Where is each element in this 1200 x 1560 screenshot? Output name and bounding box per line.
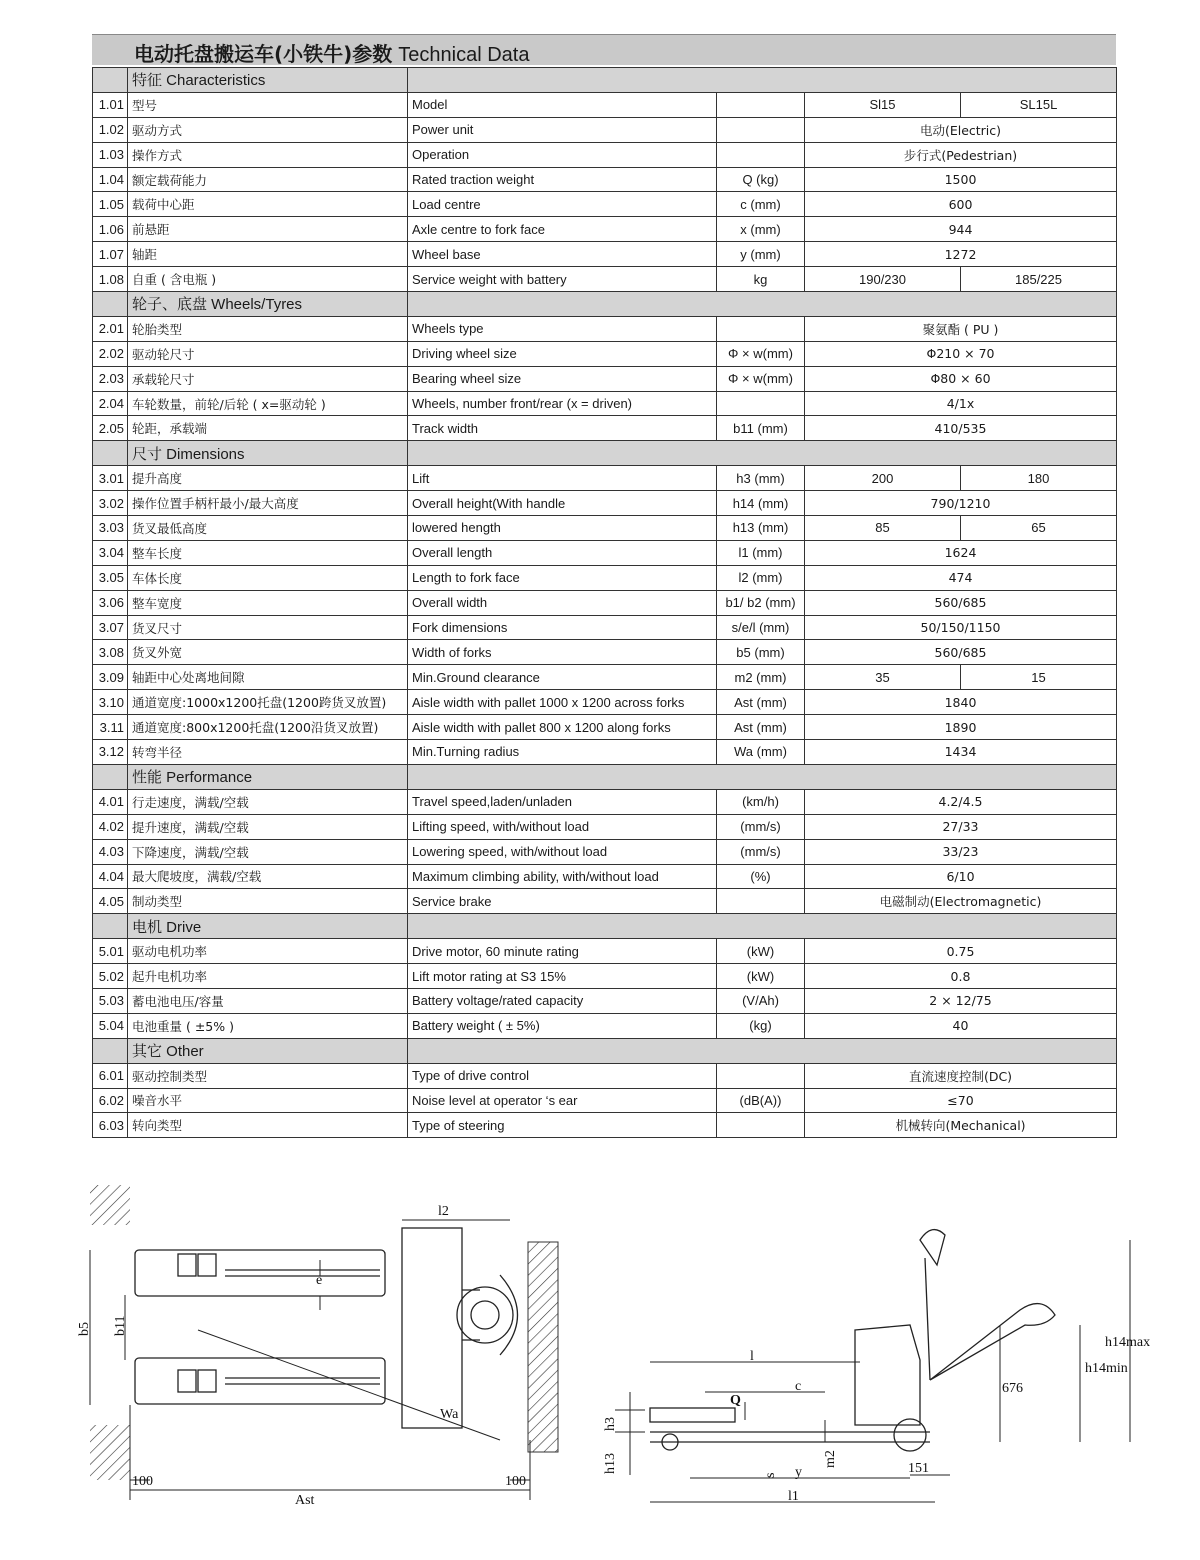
table-row [93,789,1117,814]
row-label-zh: 驱动控制类型 [128,1063,408,1088]
row-label-zh: 行走速度，满载/空载 [128,789,408,814]
section-empty-cell [408,764,1117,789]
wall-hatch-top [90,1185,130,1225]
table-row [93,640,1117,665]
section-heading: 特征 Characteristics [128,68,408,93]
row-label-en: Lifting speed, with/without load [408,814,717,839]
dim-c: c [795,1379,802,1394]
row-label-zh: 转向类型 [128,1113,408,1138]
row-value: 步行式(Pedestrian) [805,142,1117,167]
section-header [93,292,1117,317]
row-label-en: Travel speed,laden/unladen [408,789,717,814]
row-number: 3.03 [93,516,128,541]
row-number: 5.01 [93,939,128,964]
row-number: 3.11 [93,715,128,740]
row-label-zh: 货叉尺寸 [128,615,408,640]
row-unit: (%) [717,864,805,889]
row-number: 3.04 [93,540,128,565]
row-number: 1.03 [93,142,128,167]
row-value: 27/33 [805,814,1117,839]
row-unit: (km/h) [717,789,805,814]
table-row [93,516,1117,541]
row-label-en: Battery voltage/rated capacity [408,988,717,1013]
row-label-en: Min.Turning radius [408,740,717,765]
row-unit [717,1063,805,1088]
row-unit: kg [717,267,805,292]
dim-ast: Ast [295,1493,315,1508]
row-label-en: Overall height(With handle [408,491,717,516]
row-label-zh: 整车宽度 [128,590,408,615]
row-unit: b11 (mm) [717,416,805,441]
dim-l1: l1 [788,1489,799,1504]
dim-b11: b11 [113,1315,128,1336]
title-bar [92,34,1116,65]
row-unit [717,117,805,142]
row-number: 1.04 [93,167,128,192]
row-number: 1.01 [93,92,128,117]
row-value-1: 200 [805,466,961,491]
table-row [93,964,1117,989]
dim-b5: b5 [77,1322,92,1336]
section-heading: 其它 Other [128,1038,408,1063]
table-row [93,939,1117,964]
row-value: 电磁制动(Electromagnetic) [805,889,1117,914]
table-row [93,416,1117,441]
section-header [93,1038,1117,1063]
section-number-cell [93,292,128,317]
table-row [93,316,1117,341]
section-header [93,441,1117,466]
row-label-zh: 载荷中心距 [128,192,408,217]
row-unit: (mm/s) [717,839,805,864]
dim-h13: h13 [603,1453,618,1474]
row-label-zh: 承载轮尺寸 [128,366,408,391]
row-number: 3.05 [93,565,128,590]
wall-hatch-right [528,1242,558,1452]
row-number: 3.09 [93,665,128,690]
table-row [93,864,1117,889]
table-row [93,1063,1117,1088]
row-unit: m2 (mm) [717,665,805,690]
row-value: 4/1x [805,391,1117,416]
row-label-en: Width of forks [408,640,717,665]
dim-h3: h3 [603,1417,618,1431]
table-row [93,391,1117,416]
table-row [93,466,1117,491]
row-label-en: Overall length [408,540,717,565]
row-number: 3.08 [93,640,128,665]
row-number: 2.02 [93,341,128,366]
row-label-zh: 最大爬坡度，满载/空载 [128,864,408,889]
row-number: 1.08 [93,267,128,292]
row-value-2: SL15L [961,92,1117,117]
row-number: 2.04 [93,391,128,416]
section-empty-cell [408,914,1117,939]
dim-676: 676 [1002,1381,1023,1396]
row-unit [717,889,805,914]
row-number: 2.03 [93,366,128,391]
row-number: 6.02 [93,1088,128,1113]
row-unit: (dB(A)) [717,1088,805,1113]
row-label-en: Wheels, number front/rear (x = driven) [408,391,717,416]
dim-151: 151 [908,1461,929,1476]
row-label-zh: 操作位置手柄杆最小/最大高度 [128,491,408,516]
dim-wa: Wa [440,1407,459,1422]
row-label-en: Noise level at operator ‘s ear [408,1088,717,1113]
section-heading: 轮子、底盘 Wheels/Tyres [128,292,408,317]
wall-hatch-bottom [90,1425,130,1480]
dim-100-right: 100 [505,1474,526,1489]
row-value: 790/1210 [805,491,1117,516]
row-number: 3.07 [93,615,128,640]
row-label-zh: 轮距，承载端 [128,416,408,441]
table-row [93,740,1117,765]
table-row [93,92,1117,117]
row-label-en: Axle centre to fork face [408,217,717,242]
row-value-1: 190/230 [805,267,961,292]
row-value: Φ80 × 60 [805,366,1117,391]
row-label-zh: 前悬距 [128,217,408,242]
row-label-zh: 轮胎类型 [128,316,408,341]
dim-h14max: h14max [1105,1335,1151,1350]
row-value: 600 [805,192,1117,217]
row-label-en: Model [408,92,717,117]
row-number: 1.07 [93,242,128,267]
section-header [93,764,1117,789]
row-value: 33/23 [805,839,1117,864]
row-label-en: Lift motor rating at S3 15% [408,964,717,989]
row-label-zh: 驱动电机功率 [128,939,408,964]
section-heading: 性能 Performance [128,764,408,789]
row-label-zh: 提升高度 [128,466,408,491]
row-value: 410/535 [805,416,1117,441]
row-number: 4.02 [93,814,128,839]
row-label-en: Wheels type [408,316,717,341]
row-value: 1890 [805,715,1117,740]
row-label-en: Aisle width with pallet 800 x 1200 along forks [408,715,717,740]
row-unit: x (mm) [717,217,805,242]
row-label-zh: 额定载荷能力 [128,167,408,192]
row-unit: b5 (mm) [717,640,805,665]
row-label-en: Track width [408,416,717,441]
row-label-zh: 通道宽度:800x1200托盘(1200沿货叉放置) [128,715,408,740]
row-label-en: Power unit [408,117,717,142]
section-header [93,914,1117,939]
table-row [93,839,1117,864]
row-label-en: Bearing wheel size [408,366,717,391]
table-row [93,117,1117,142]
row-value: 直流速度控制(DC) [805,1063,1117,1088]
title-zh: 电动托盘搬运车(小铁牛)参数 [134,42,393,66]
row-unit: b1/ b2 (mm) [717,590,805,615]
table-row [93,988,1117,1013]
row-label-zh: 下降速度，满载/空载 [128,839,408,864]
row-value: 聚氨酯 ( PU ) [805,316,1117,341]
row-unit: l2 (mm) [717,565,805,590]
section-number-cell [93,441,128,466]
row-value-1: 35 [805,665,961,690]
row-label-en: Aisle width with pallet 1000 x 1200 across forks [408,690,717,715]
row-unit: Φ × w(mm) [717,366,805,391]
row-label-en: Overall width [408,590,717,615]
row-label-en: Lowering speed, with/without load [408,839,717,864]
row-label-en: Type of drive control [408,1063,717,1088]
row-value-2: 185/225 [961,267,1117,292]
row-value-2: 180 [961,466,1117,491]
row-unit [717,142,805,167]
row-unit: h14 (mm) [717,491,805,516]
row-unit: Wa (mm) [717,740,805,765]
row-label-zh: 自重 ( 含电瓶 ) [128,267,408,292]
row-number: 6.03 [93,1113,128,1138]
row-value-1: Sl15 [805,92,961,117]
table-row [93,690,1117,715]
table-row [93,217,1117,242]
row-value: Φ210 × 70 [805,341,1117,366]
row-number: 2.05 [93,416,128,441]
table-row [93,540,1117,565]
section-number-cell [93,1038,128,1063]
row-unit: (kW) [717,939,805,964]
row-unit [717,316,805,341]
row-label-zh: 制动类型 [128,889,408,914]
row-label-zh: 驱动轮尺寸 [128,341,408,366]
table-row [93,590,1117,615]
row-label-zh: 蓄电池电压/容量 [128,988,408,1013]
section-heading: 电机 Drive [128,914,408,939]
row-label-zh: 噪音水平 [128,1088,408,1113]
dim-100-left: 100 [132,1474,153,1489]
row-label-zh: 转弯半径 [128,740,408,765]
dim-l2: l2 [438,1204,449,1219]
row-label-en: Service weight with battery [408,267,717,292]
side-view-drawing [600,1180,1160,1510]
row-label-zh: 轴距 [128,242,408,267]
table-row [93,167,1117,192]
dim-q: Q [730,1393,741,1408]
drawings [77,1180,1160,1510]
row-number: 5.02 [93,964,128,989]
section-empty-cell [408,292,1117,317]
row-unit: Ast (mm) [717,715,805,740]
row-value: 0.75 [805,939,1117,964]
row-unit [717,92,805,117]
row-number: 5.04 [93,1013,128,1038]
row-number: 3.10 [93,690,128,715]
row-value: 1434 [805,740,1117,765]
row-label-en: Min.Ground clearance [408,665,717,690]
row-value: 474 [805,565,1117,590]
row-label-zh: 货叉最低高度 [128,516,408,541]
row-unit: Q (kg) [717,167,805,192]
table-row [93,1088,1117,1113]
row-label-en: Battery weight ( ± 5%) [408,1013,717,1038]
row-number: 4.01 [93,789,128,814]
row-label-zh: 整车长度 [128,540,408,565]
table-row [93,341,1117,366]
row-label-zh: 提升速度，满载/空载 [128,814,408,839]
row-unit: Ast (mm) [717,690,805,715]
row-value: 1840 [805,690,1117,715]
row-label-zh: 车轮数量，前轮/后轮 ( x=驱动轮 ) [128,391,408,416]
row-value: 560/685 [805,640,1117,665]
row-unit: Φ × w(mm) [717,341,805,366]
row-number: 4.03 [93,839,128,864]
row-label-en: Rated traction weight [408,167,717,192]
row-value: 0.8 [805,964,1117,989]
row-value: 1272 [805,242,1117,267]
table-row [93,1113,1117,1138]
row-value-1: 85 [805,516,961,541]
row-unit: c (mm) [717,192,805,217]
section-empty-cell [408,441,1117,466]
row-number: 6.01 [93,1063,128,1088]
row-label-en: Lift [408,466,717,491]
row-unit: (kW) [717,964,805,989]
row-label-en: Driving wheel size [408,341,717,366]
row-number: 3.02 [93,491,128,516]
table-row [93,491,1117,516]
table-row [93,142,1117,167]
row-number: 1.05 [93,192,128,217]
row-value: 1500 [805,167,1117,192]
row-number: 1.06 [93,217,128,242]
row-label-en: Load centre [408,192,717,217]
row-number: 4.05 [93,889,128,914]
row-label-en: Drive motor, 60 minute rating [408,939,717,964]
row-number: 2.01 [93,316,128,341]
row-label-zh: 驱动方式 [128,117,408,142]
title-en: Technical Data [398,44,530,66]
page-title [134,38,529,67]
table-row [93,267,1117,292]
section-empty-cell [408,1038,1117,1063]
dim-y: y [795,1465,802,1480]
row-unit [717,391,805,416]
table-row [93,615,1117,640]
row-value-2: 15 [961,665,1117,690]
row-unit: (V/Ah) [717,988,805,1013]
dim-s: s [763,1472,778,1478]
row-label-en: Type of steering [408,1113,717,1138]
section-empty-cell [408,68,1117,93]
row-value: 50/150/1150 [805,615,1117,640]
row-value: ≤70 [805,1088,1117,1113]
table-row [93,366,1117,391]
row-unit [717,1113,805,1138]
row-label-en: Wheel base [408,242,717,267]
row-label-zh: 车体长度 [128,565,408,590]
row-number: 3.01 [93,466,128,491]
row-number: 4.04 [93,864,128,889]
row-label-zh: 电池重量 ( ±5% ) [128,1013,408,1038]
row-value-2: 65 [961,516,1117,541]
row-label-zh: 型号 [128,92,408,117]
row-value: 2 × 12/75 [805,988,1117,1013]
row-value: 560/685 [805,590,1117,615]
table-row [93,715,1117,740]
table-row [93,192,1117,217]
row-unit: (kg) [717,1013,805,1038]
row-label-zh: 操作方式 [128,142,408,167]
row-unit: s/e/l (mm) [717,615,805,640]
row-unit: (mm/s) [717,814,805,839]
section-heading: 尺寸 Dimensions [128,441,408,466]
table-row [93,814,1117,839]
row-label-zh: 起升电机功率 [128,964,408,989]
row-value: 4.2/4.5 [805,789,1117,814]
section-number-cell [93,914,128,939]
dim-m2: m2 [823,1450,838,1468]
dim-h14min: h14min [1085,1361,1128,1376]
table-row [93,665,1117,690]
row-unit: h13 (mm) [717,516,805,541]
section-number-cell [93,68,128,93]
top-view-drawing [77,1180,560,1510]
section-number-cell [93,764,128,789]
row-label-zh: 通道宽度:1000x1200托盘(1200跨货叉放置) [128,690,408,715]
row-label-en: Operation [408,142,717,167]
row-label-en: lowered hength [408,516,717,541]
row-value: 1624 [805,540,1117,565]
row-label-en: Maximum climbing ability, with/without load [408,864,717,889]
row-label-en: Length to fork face [408,565,717,590]
table-row [93,889,1117,914]
row-unit: y (mm) [717,242,805,267]
row-unit: l1 (mm) [717,540,805,565]
row-label-en: Fork dimensions [408,615,717,640]
row-number: 1.02 [93,117,128,142]
row-number: 3.12 [93,740,128,765]
row-label-zh: 轴距中心处离地间隙 [128,665,408,690]
dim-e: e [316,1273,323,1288]
row-label-zh: 货叉外宽 [128,640,408,665]
row-number: 3.06 [93,590,128,615]
spec-table [92,67,1117,1138]
row-value: 944 [805,217,1117,242]
row-unit: h3 (mm) [717,466,805,491]
row-value: 40 [805,1013,1117,1038]
row-number: 5.03 [93,988,128,1013]
row-label-en: Service brake [408,889,717,914]
section-header [93,68,1117,93]
row-value: 电动(Electric) [805,117,1117,142]
table-row [93,565,1117,590]
table-row [93,242,1117,267]
row-value: 机械转向(Mechanical) [805,1113,1117,1138]
table-row [93,1013,1117,1038]
dim-l: l [750,1349,754,1364]
row-value: 6/10 [805,864,1117,889]
